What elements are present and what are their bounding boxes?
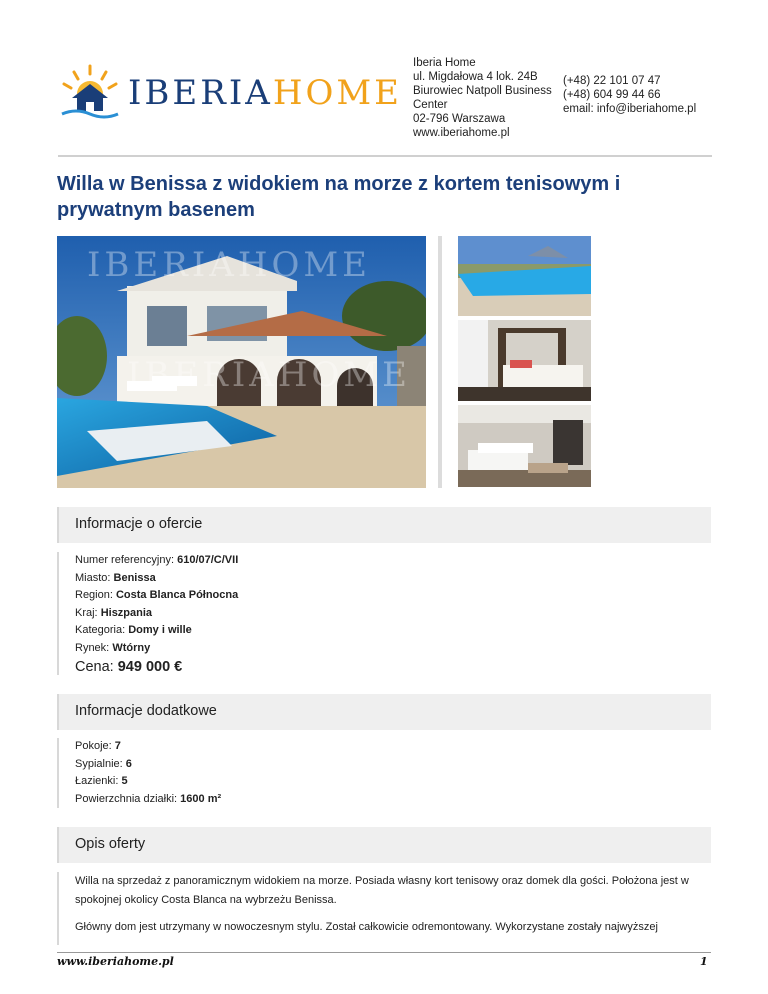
footer-url[interactable]: www.iberiahome.pl — [57, 955, 174, 968]
detail-row-region — [75, 587, 711, 605]
pool-sea-view-image — [458, 236, 591, 316]
detail-row-reference — [75, 552, 711, 570]
description-paragraph: Willa na sprzedaż z panoramicznym widokiem na morze. Posiada własny kort tenisowy oraz domek dla gości. Położona jest w spokojnej okolicy Costa Blanca na wybrzeżu Benissa. — [75, 875, 689, 906]
offer-heading: Informacje o ofercie — [75, 516, 203, 532]
detail-value: 1600 m² — [180, 792, 222, 805]
company-contact — [563, 74, 696, 116]
detail-row-country — [75, 605, 711, 623]
footer-divider — [57, 952, 711, 953]
detail-row-bathrooms — [75, 773, 711, 791]
detail-label: Kategoria: — [75, 624, 126, 636]
logo-word-home: HOME — [272, 73, 402, 113]
page-title: Willa w Benissa z widokiem na morze z kortem tenisowym i prywatnym basenem — [57, 173, 621, 221]
detail-value: 610/07/C/VII — [177, 554, 239, 566]
villa-pool-image — [57, 236, 426, 488]
sun-house-icon — [58, 64, 122, 120]
detail-row-rooms — [75, 738, 711, 756]
additional-details — [57, 738, 711, 808]
detail-label: Łazienki: — [75, 775, 119, 787]
company-address — [413, 56, 563, 140]
offer-section-header — [57, 507, 711, 543]
thumbnail-living-room[interactable] — [458, 405, 591, 487]
address-line: Center — [413, 99, 448, 111]
phone-2[interactable]: (+48) 604 99 44 66 — [563, 89, 661, 101]
detail-value: Domy i wille — [128, 624, 192, 636]
header-divider — [58, 155, 712, 157]
page-number: 1 — [700, 955, 708, 968]
description-section-header — [57, 827, 711, 863]
detail-label: Kraj: — [75, 606, 98, 619]
company-logo — [58, 64, 402, 120]
detail-row-plot-area — [75, 791, 711, 809]
detail-value: Benissa — [113, 571, 156, 584]
detail-value: Costa Blanca Północna — [115, 589, 239, 601]
email-link[interactable]: email: info@iberiahome.pl — [563, 103, 697, 115]
address-line: Biurowiec Natpoll Business — [413, 85, 552, 97]
detail-label: Powierzchnia działki: — [75, 792, 178, 805]
watermark: IBERIAHOME — [87, 245, 371, 285]
living-room-image — [458, 405, 591, 487]
website-link[interactable]: www.iberiahome.pl — [413, 127, 510, 139]
phone-1[interactable]: (+48) 22 101 07 47 — [563, 75, 661, 87]
additional-heading: Informacje dodatkowe — [75, 703, 217, 719]
detail-value: Wtórny — [112, 641, 151, 654]
detail-label: Region: — [75, 589, 113, 601]
offer-details — [57, 552, 711, 675]
detail-value: Hiszpania — [100, 606, 153, 619]
additional-section-header — [57, 694, 711, 730]
detail-row-bedrooms — [75, 756, 711, 774]
detail-row-category — [75, 622, 711, 640]
description-body — [57, 872, 711, 945]
detail-row-city — [75, 570, 711, 588]
detail-value: 7 — [114, 740, 121, 752]
detail-row-market — [75, 640, 711, 658]
logo-word-iberia: IBERIA — [128, 73, 273, 113]
detail-value: 5 — [121, 775, 128, 787]
detail-value: 6 — [125, 757, 132, 770]
watermark: IBERIAHOME — [127, 355, 411, 395]
bedroom-image — [458, 320, 591, 401]
detail-label: Rynek: — [75, 641, 110, 654]
detail-label: Miasto: — [75, 571, 111, 584]
price-value: 949 000 € — [117, 659, 183, 675]
thumbnail-bedroom[interactable] — [458, 320, 591, 401]
description-paragraph: Główny dom jest utrzymany w nowoczesnym stylu. Został całkowicie odremontowany. Wykorzystane zostały najwyższej — [75, 921, 658, 933]
price-row — [75, 657, 711, 675]
photo-divider — [438, 236, 442, 488]
main-photo[interactable] — [57, 236, 426, 488]
address-line: 02-796 Warszawa — [413, 113, 506, 125]
logo-wordmark — [128, 73, 402, 113]
description-heading: Opis oferty — [75, 836, 146, 852]
address-line: ul. Migdałowa 4 lok. 24B — [413, 71, 538, 83]
address-line: Iberia Home — [413, 57, 476, 69]
thumbnail-pool-view[interactable] — [458, 236, 591, 316]
detail-label: Sypialnie: — [75, 757, 123, 770]
detail-label: Pokoje: — [75, 740, 112, 752]
price-label: Cena: — [75, 659, 114, 675]
detail-label: Numer referencyjny: — [75, 554, 175, 566]
